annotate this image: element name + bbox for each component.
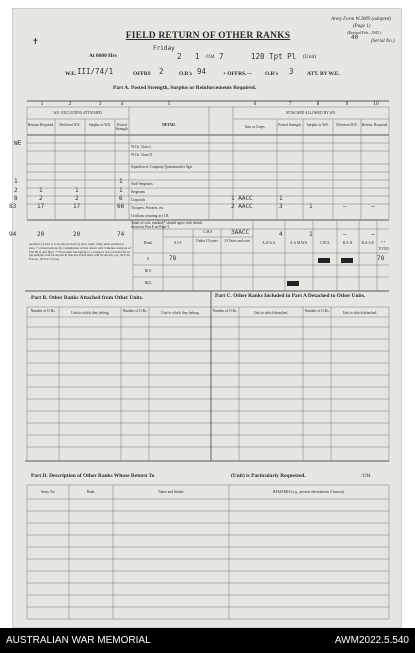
- cpl-posted: 6: [119, 195, 123, 202]
- redaction-block: [287, 281, 299, 286]
- margin-pin-mark: ✝: [32, 37, 39, 46]
- row-label-corporals: Corporals: [131, 198, 146, 202]
- analysis-total-value: 78: [377, 255, 385, 262]
- tpr-reinforcements: —: [371, 203, 375, 210]
- part-c-unit-header-2: Unit to which detached.: [342, 311, 378, 315]
- analysis-19over-header: 19 Years and over: [224, 239, 250, 243]
- surplus-we-header: Surplus to W.E.: [88, 123, 112, 127]
- margin-we-mark: WE: [14, 140, 22, 147]
- tpr-att-posted: 3: [279, 203, 283, 210]
- sgt-deficient: 1: [39, 187, 43, 194]
- redaction-block: [318, 258, 330, 263]
- tpr-att-deficient: —: [343, 203, 347, 210]
- staff-sgt-posted: 1: [119, 178, 123, 185]
- tpr-arm-corps: 2 AACC: [231, 203, 253, 210]
- we-value: III/74/1: [77, 67, 114, 76]
- total-att-surplus: 1: [309, 231, 313, 238]
- row-label-wo1: W.Os. Class I.: [131, 145, 152, 149]
- analysis-footnote: Analysis of Part A to be shown here by ALL units. Only units entitled to para. 7 of instructions for compilation of this return will complete analysis of Part B(1) and B(2). ** Personnel belonging to a category not provided for in the analysis will be shown in this list. Particulars will be shown, e.g. 30 U.K. Forces, 16 N.Z. Forces: [29, 242, 131, 262]
- part-d-remarks-header: REMARKS (e.g., present whereabouts if known).: [273, 490, 345, 494]
- right-surplus-header: Surplus to W.E.: [306, 123, 330, 127]
- we-excluding-header: W.E. EXCLUDING ATTACHED.: [53, 111, 103, 115]
- part-d-name-header: Name and Initials: [158, 490, 184, 494]
- plus-offrs-label: + OFFRS.—: [223, 71, 252, 77]
- day-value: Friday: [153, 45, 175, 52]
- col-number-4: 4: [120, 101, 124, 107]
- part-d-rank-header: Rank.: [86, 490, 96, 494]
- analysis-detail-header: Detail: [143, 241, 153, 245]
- we-label: W.E.: [65, 71, 77, 77]
- serial-number: 40: [351, 34, 359, 41]
- total-returns: 94: [9, 231, 17, 238]
- offrs-value: 2: [159, 67, 164, 76]
- analysis-awas-header: A.W.A.S.: [262, 241, 276, 245]
- archive-name: AUSTRALIAN WAR MEMORIAL: [6, 635, 151, 646]
- part-b-unit-header: Unit to which they belong: [71, 311, 109, 315]
- part-b-title: Part B. Other Ranks Attached from Other Units.: [31, 295, 144, 301]
- part-b-number-header: Number of O.Rs.: [30, 309, 56, 313]
- col-number-5: 5: [167, 101, 171, 107]
- ors-label-2: O.R's: [265, 71, 279, 77]
- col-number-3: 3: [98, 101, 102, 107]
- total-att-posted: 4: [279, 231, 283, 238]
- tpr-surplus: 17: [73, 203, 81, 210]
- at-label: At 0600 Hrs: [89, 53, 117, 59]
- att-label: ATT. BY W.E.: [307, 71, 340, 77]
- analysis-row-a: A: [146, 257, 150, 261]
- col-number-7: 7: [288, 101, 292, 107]
- reinforcements-header: Reinfts. Required.: [361, 123, 389, 127]
- row-label-wo2: W.Os. Class II.: [131, 153, 153, 157]
- row-label-staff-sergeants: Staff Sergeants: [131, 182, 153, 186]
- attached-allowed-header: ATTACHED ALLOWED BY W.E.: [285, 111, 337, 115]
- tpr-att-surplus: 1: [309, 203, 313, 210]
- col-number-1: 1: [40, 101, 44, 107]
- redaction-block: [341, 258, 353, 263]
- analysis-under19-header: Under 19 years: [196, 239, 218, 243]
- part-c-title: Part C. Other Ranks Included in Part A Detached to Other Units.: [215, 293, 366, 299]
- row-label-totals: Totals of cols. marked * should agree with details shown in Part E on Page 3: [131, 221, 203, 229]
- detail-header: DETAIL: [162, 123, 176, 127]
- total-posted: 74: [117, 231, 125, 238]
- serial-label: (Serial No.): [371, 39, 395, 44]
- analysis-other-header: * *: [380, 241, 386, 245]
- archive-accession-number: AWM2022.5.540: [334, 635, 409, 646]
- arm-corps-header: Arm or Corps.: [244, 125, 266, 129]
- analysis-aif-value: 78: [169, 255, 177, 262]
- col-number-6: 6: [253, 101, 257, 107]
- date-month: 1: [195, 52, 200, 61]
- analysis-aamws-header: A.A.M.W.S.: [290, 241, 308, 245]
- part-b-unit-header-2: Unit to which they belong: [161, 311, 199, 315]
- deficient-we-header: Deficient W.E.: [59, 123, 81, 127]
- cpl-att-posted: 1: [279, 195, 283, 202]
- cpl-surplus: 2: [75, 195, 79, 202]
- total-surplus: 20: [73, 231, 81, 238]
- analysis-ran-header: R.A.N.: [342, 241, 354, 245]
- revised-ref: (Revised Feb., 1943.): [347, 30, 382, 35]
- cpl-deficient: 2: [39, 195, 43, 202]
- army-form-ref: Army Form W.3009 (adapted): [331, 17, 392, 22]
- total-reinforcements: —: [371, 231, 375, 238]
- part-d-title-unit: (Unit) is Particularly Requested.: [231, 473, 306, 479]
- analysis-row-b1: B(1): [144, 269, 152, 273]
- returns-required-header: Returns Required.: [27, 123, 55, 127]
- right-deficient-header: Deficient W.E.: [336, 123, 358, 127]
- part-c-number-header: Number of O.Rs.: [212, 309, 238, 313]
- cpl-arm-corps: 1 AACC: [231, 195, 253, 202]
- offrs-label: OFFRS: [133, 71, 151, 77]
- analysis-total-header: TOTAL: [378, 247, 390, 251]
- unit-value: 120 Tpt Pl: [251, 52, 297, 61]
- row-label-troopers: Troopers, Privates, etc.: [131, 206, 165, 210]
- date-day: 2: [177, 52, 182, 61]
- col-number-9: 9: [345, 101, 349, 107]
- page-ref: (Page 1): [353, 24, 371, 29]
- form-title: FIELD RETURN OF OTHER RANKS: [125, 31, 291, 41]
- part-d-army-no-header: Army No.: [40, 490, 56, 494]
- part-c-unit-header: Unit to which detached.: [253, 311, 289, 315]
- archive-caption-bar: [0, 628, 415, 653]
- tpr-returns: 83: [9, 203, 17, 210]
- right-posted-strength-header: Posted Strength.: [278, 123, 302, 127]
- analysis-row-b2: B(2): [144, 281, 152, 285]
- analysis-civil-header: CIVIL: [320, 241, 330, 245]
- analysis-raaf-header: R.A.A.F.: [361, 241, 375, 245]
- part-b-number-header-2: Number of O.Rs.: [122, 309, 148, 313]
- sgt-posted: 1: [119, 187, 123, 194]
- form-sheet: [9, 8, 402, 628]
- col-number-10: 10: [373, 101, 379, 107]
- year-value: 7: [219, 52, 224, 61]
- row-label-sergeants: Sergeants: [131, 190, 145, 194]
- ors-label: O.R's: [179, 71, 193, 77]
- row-label-cqms: Squadron or Company Quartermaster Sgts.: [131, 165, 193, 169]
- total-att-deficient: —: [343, 231, 347, 238]
- part-c-number-header-2: Number of O.Rs.: [304, 309, 330, 313]
- row-label-civilians: Civilians counting as O.R.: [131, 214, 170, 218]
- total-arm-corps: 3AACC: [231, 229, 250, 236]
- tpr-deficient: 17: [37, 203, 45, 210]
- sgt-returns: 2: [14, 187, 18, 194]
- staff-sgt-returns: 1: [14, 178, 18, 185]
- sgt-surplus: 1: [75, 187, 79, 194]
- analysis-aif-header: A.I.F.: [173, 241, 183, 245]
- tpr-posted: 66: [117, 203, 125, 210]
- posted-strength-header: Posted Strength.: [115, 123, 129, 131]
- cpl-returns: 8: [14, 195, 18, 202]
- total-deficient: 20: [37, 231, 45, 238]
- part-d-title: Part D. Description of Other Ranks Whose Return To: [31, 473, 155, 479]
- ors-value-2: 3: [289, 67, 294, 76]
- ors-value: 94: [197, 67, 207, 76]
- year-prefix: /194: [205, 54, 215, 60]
- col-number-2: 2: [68, 101, 72, 107]
- part-d-title-date: /194: [361, 473, 371, 479]
- analysis-cmf-header: C.M.F.: [203, 230, 213, 234]
- unit-label: (Unit): [303, 54, 317, 60]
- col-number-8: 8: [316, 101, 320, 107]
- part-a-title: Part A. Posted Strength, Surplus or Reinforcements Required.: [113, 85, 257, 91]
